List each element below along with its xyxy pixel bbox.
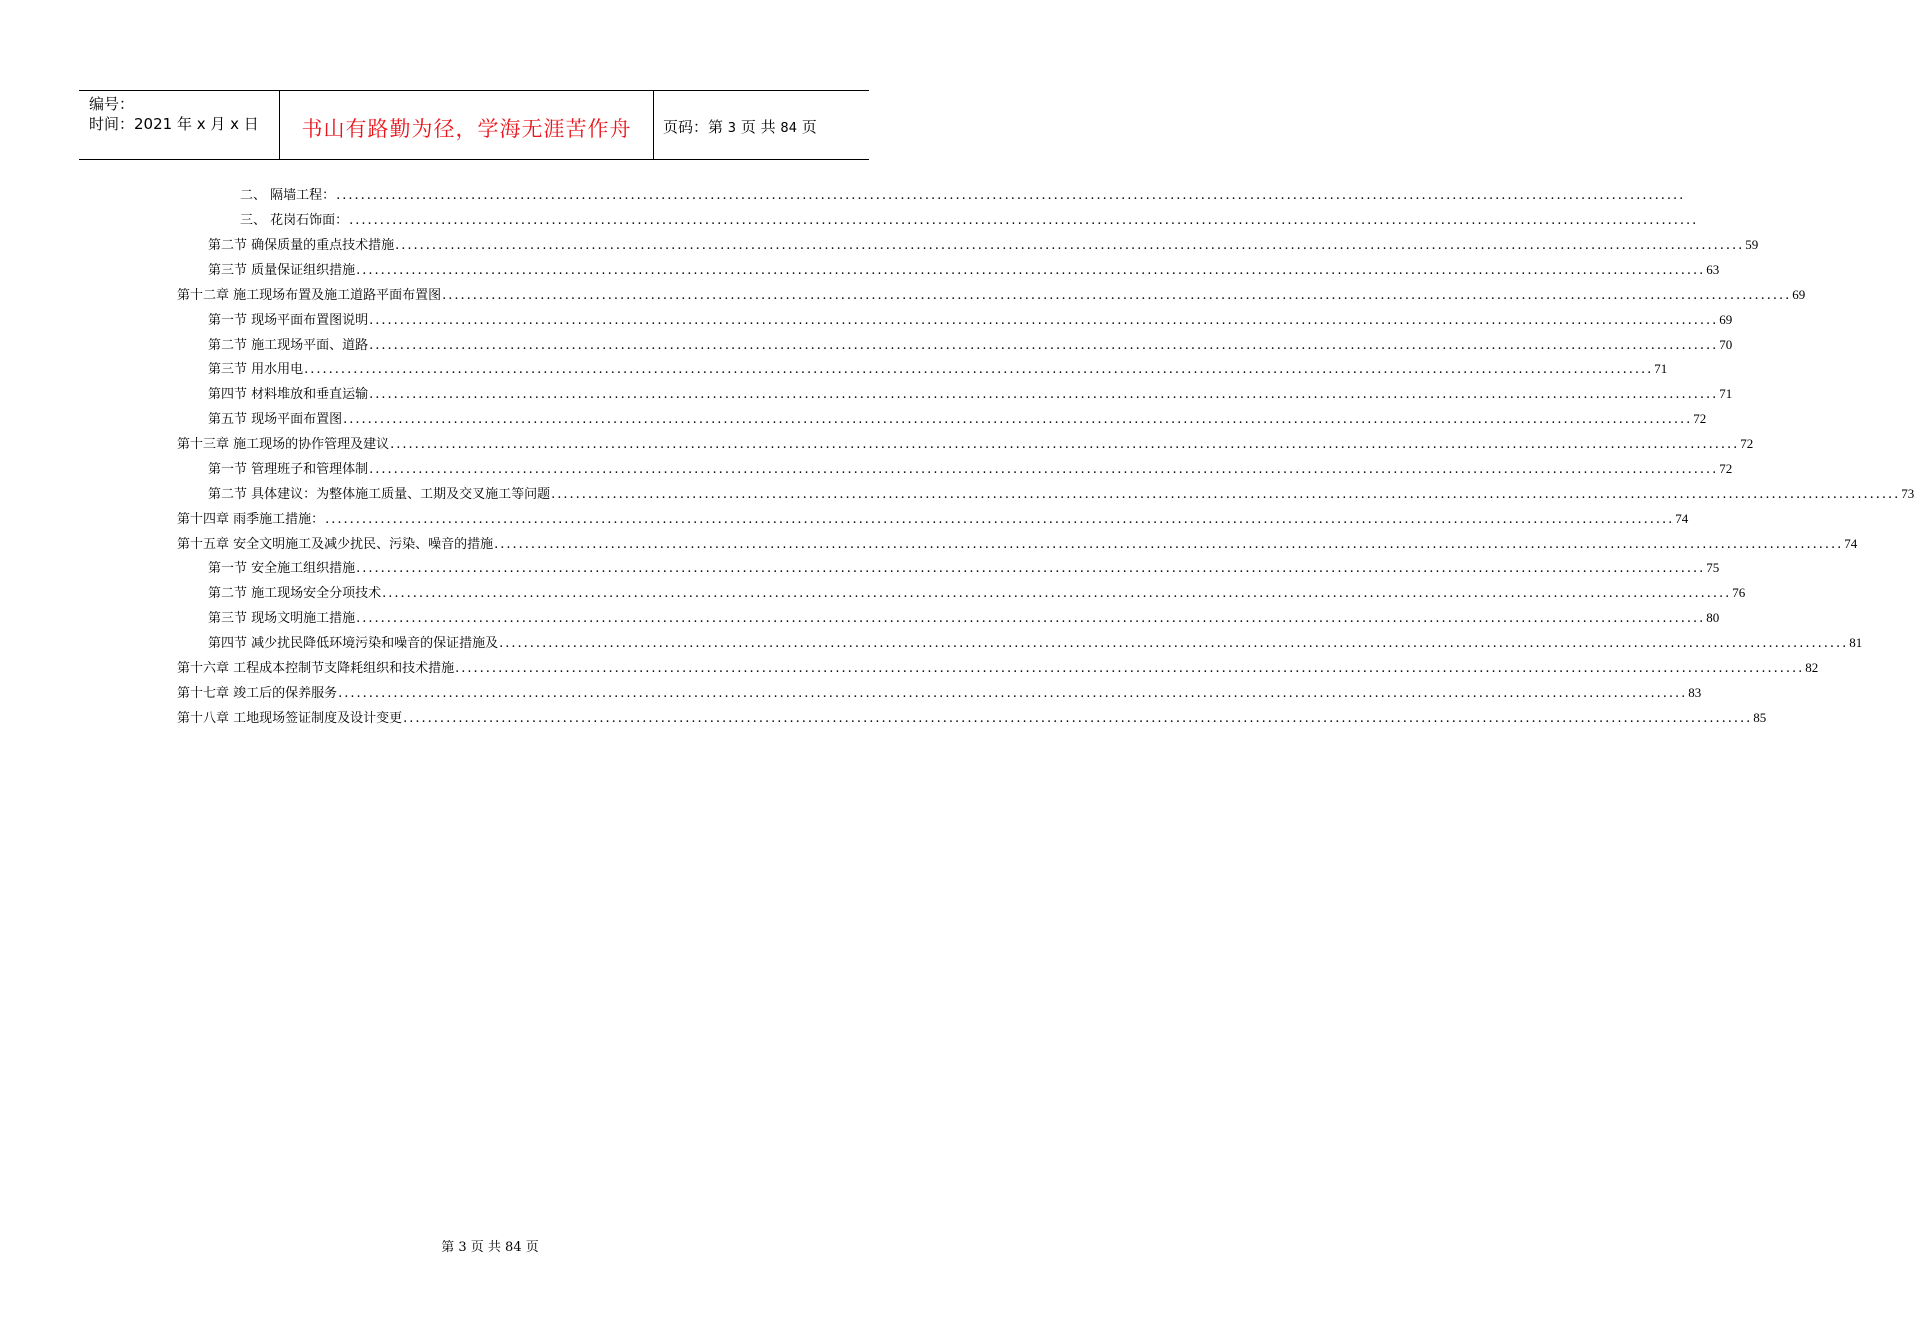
toc-entry[interactable] bbox=[208, 333, 1733, 353]
toc-entry[interactable] bbox=[177, 681, 1702, 701]
toc-entry-page: 72 bbox=[1719, 461, 1733, 476]
toc-leader-dots: ............................................................................................................................................................................................................................ bbox=[369, 387, 1719, 402]
toc-leader-dots: ............................................................................................................................................................................................................................ bbox=[338, 686, 1688, 701]
toc-entry-page: 72 bbox=[1693, 411, 1707, 426]
toc-entry-page: 70 bbox=[1719, 337, 1733, 352]
toc-leader-dots: ............................................................................................................................................................................................................................ bbox=[494, 537, 1844, 552]
motto-text: 书山有路勤为径，学海无涯苦作舟 bbox=[301, 117, 632, 141]
toc-entry-title: 二、 隔墙工程： bbox=[240, 188, 336, 203]
toc-leader-dots: ............................................................................................................................................................................................................................ bbox=[390, 437, 1740, 452]
toc-entry-title: 第二节 施工现场安全分项技术 bbox=[208, 586, 382, 601]
toc-leader-dots: ............................................................................................................................................................................................................................ bbox=[551, 487, 1901, 502]
toc-leader-dots: ............................................................................................................................................................................................................................ bbox=[304, 362, 1654, 377]
toc-leader-dots: ............................................................................................................................................................................................................................ bbox=[343, 412, 1693, 427]
toc-leader-dots: ............................................................................................................................................................................................................................ bbox=[369, 313, 1719, 328]
serial-number-label: 编号： bbox=[89, 95, 135, 113]
toc-entry-title: 第十七章 竣工后的保养服务 bbox=[177, 686, 338, 701]
toc-leader-dots: ............................................................................................................................................................................................................................ bbox=[403, 711, 1753, 726]
toc-entry[interactable] bbox=[208, 556, 1720, 576]
page-middle: 页 共 bbox=[740, 118, 776, 136]
page-header bbox=[79, 90, 869, 160]
toc-entry-page: 81 bbox=[1849, 635, 1863, 650]
toc-entry[interactable] bbox=[208, 457, 1733, 477]
toc-entry[interactable] bbox=[208, 407, 1707, 427]
toc-leader-dots: ............................................................................................................................................................................................................................ bbox=[455, 661, 1805, 676]
toc-entry-title: 第一节 管理班子和管理体制 bbox=[208, 462, 369, 477]
toc-leader-dots: ............................................................................................................................................................................................................................ bbox=[369, 462, 1719, 477]
header-page-cell bbox=[654, 91, 869, 159]
toc-entry-page: 71 bbox=[1654, 361, 1668, 376]
toc-entry-page: 63 bbox=[1706, 262, 1720, 277]
toc-leader-dots: ............................................................................................................................................................................................................................ bbox=[325, 512, 1675, 527]
toc-entry[interactable] bbox=[240, 183, 1686, 203]
toc-leader-dots: ............................................................................................................................................................................................................................ bbox=[442, 288, 1792, 303]
toc-entry-page: 59 bbox=[1745, 237, 1759, 252]
toc-entry[interactable] bbox=[208, 382, 1733, 402]
toc-entry[interactable] bbox=[208, 233, 1759, 253]
toc-entry-page: 75 bbox=[1706, 560, 1720, 575]
toc-entry-title: 第一节 安全施工组织措施 bbox=[208, 561, 356, 576]
toc-entry[interactable] bbox=[208, 258, 1720, 278]
header-page-info bbox=[663, 116, 817, 137]
toc-entry[interactable] bbox=[240, 208, 1699, 228]
header-meta-cell bbox=[79, 91, 280, 159]
toc-leader-dots: ............................................................................................................................................................................................................................ bbox=[349, 213, 1699, 228]
toc-entry-page: 82 bbox=[1805, 660, 1819, 675]
toc-entry[interactable] bbox=[208, 581, 1746, 601]
page-prefix: 页码：第 bbox=[663, 118, 724, 136]
toc-entry-title: 第十八章 工地现场签证制度及设计变更 bbox=[177, 711, 403, 726]
toc-entry-page: 85 bbox=[1753, 710, 1767, 725]
toc-entry-title: 第二节 具体建议：为整体施工质量、工期及交叉施工等问题 bbox=[208, 487, 551, 502]
toc-entry-title: 第十三章 施工现场的协作管理及建议 bbox=[177, 437, 390, 452]
toc-leader-dots: ............................................................................................................................................................................................................................ bbox=[356, 561, 1706, 576]
toc-entry[interactable] bbox=[208, 631, 1863, 651]
toc-entry-page: 69 bbox=[1719, 312, 1733, 327]
toc-leader-dots: ............................................................................................................................................................................................................................ bbox=[356, 611, 1706, 626]
toc-entry[interactable] bbox=[177, 283, 1806, 303]
toc-leader-dots: ............................................................................................................................................................................................................................ bbox=[336, 188, 1686, 203]
toc-leader-dots: ............................................................................................................................................................................................................................ bbox=[369, 338, 1719, 353]
toc-leader-dots: ............................................................................................................................................................................................................................ bbox=[356, 263, 1706, 278]
toc-entry-page: 83 bbox=[1688, 685, 1702, 700]
page-suffix: 页 bbox=[801, 118, 817, 136]
toc-entry-page: 69 bbox=[1792, 287, 1806, 302]
toc-entry[interactable] bbox=[177, 432, 1754, 452]
toc-leader-dots: ............................................................................................................................................................................................................................ bbox=[499, 636, 1849, 651]
toc-entry[interactable] bbox=[208, 357, 1668, 377]
toc-leader-dots: ............................................................................................................................................................................................................................ bbox=[395, 238, 1745, 253]
toc-entry-title: 第十二章 施工现场布置及施工道路平面布置图 bbox=[177, 288, 442, 303]
header-motto-cell bbox=[280, 91, 654, 159]
toc-entry[interactable] bbox=[177, 656, 1819, 676]
page-footer: 第 3 页 共 84 页 bbox=[441, 1240, 539, 1255]
toc-entry-title: 第四节 材料堆放和垂直运输 bbox=[208, 387, 369, 402]
toc-entry-page: 74 bbox=[1675, 511, 1689, 526]
toc-entry[interactable] bbox=[177, 507, 1689, 527]
toc-entry-title: 第十四章 雨季施工措施： bbox=[177, 512, 325, 527]
toc-entry-page: 74 bbox=[1844, 536, 1858, 551]
toc-entry-title: 第一节 现场平面布置图说明 bbox=[208, 313, 369, 328]
page-total: 84 bbox=[780, 121, 797, 136]
toc-entry-title: 第二节 施工现场平面、道路 bbox=[208, 338, 369, 353]
toc-entry-page: 72 bbox=[1740, 436, 1754, 451]
toc-entry-page: 73 bbox=[1901, 486, 1914, 501]
toc-entry-page: 80 bbox=[1706, 610, 1720, 625]
toc-entry-title: 第三节 现场文明施工措施 bbox=[208, 611, 356, 626]
toc-entry-page: 71 bbox=[1719, 386, 1733, 401]
toc-entry-title: 三、 花岗石饰面： bbox=[240, 213, 349, 228]
toc-entry[interactable] bbox=[208, 482, 1914, 502]
toc-entry-title: 第二节 确保质量的重点技术措施 bbox=[208, 238, 395, 253]
toc-entry-title: 第三节 质量保证组织措施 bbox=[208, 263, 356, 278]
page-current: 3 bbox=[727, 121, 737, 136]
toc-entry[interactable] bbox=[177, 532, 1858, 552]
toc-entry-title: 第四节 减少扰民降低环境污染和噪音的保证措施及 bbox=[208, 636, 499, 651]
date-label: 时间：2021 年 x 月 x 日 bbox=[89, 115, 259, 133]
toc-entry[interactable] bbox=[208, 308, 1733, 328]
toc-entry-title: 第十六章 工程成本控制节支降耗组织和技术措施 bbox=[177, 661, 455, 676]
toc-entry[interactable] bbox=[208, 606, 1720, 626]
toc-entry-page: 76 bbox=[1732, 585, 1746, 600]
toc-entry[interactable] bbox=[177, 706, 1767, 726]
toc-entry-title: 第十五章 安全文明施工及减少扰民、污染、噪音的措施 bbox=[177, 537, 494, 552]
toc-entry-title: 第五节 现场平面布置图 bbox=[208, 412, 343, 427]
toc-entry-title: 第三节 用水用电 bbox=[208, 362, 304, 377]
toc-leader-dots: ............................................................................................................................................................................................................................ bbox=[382, 586, 1732, 601]
